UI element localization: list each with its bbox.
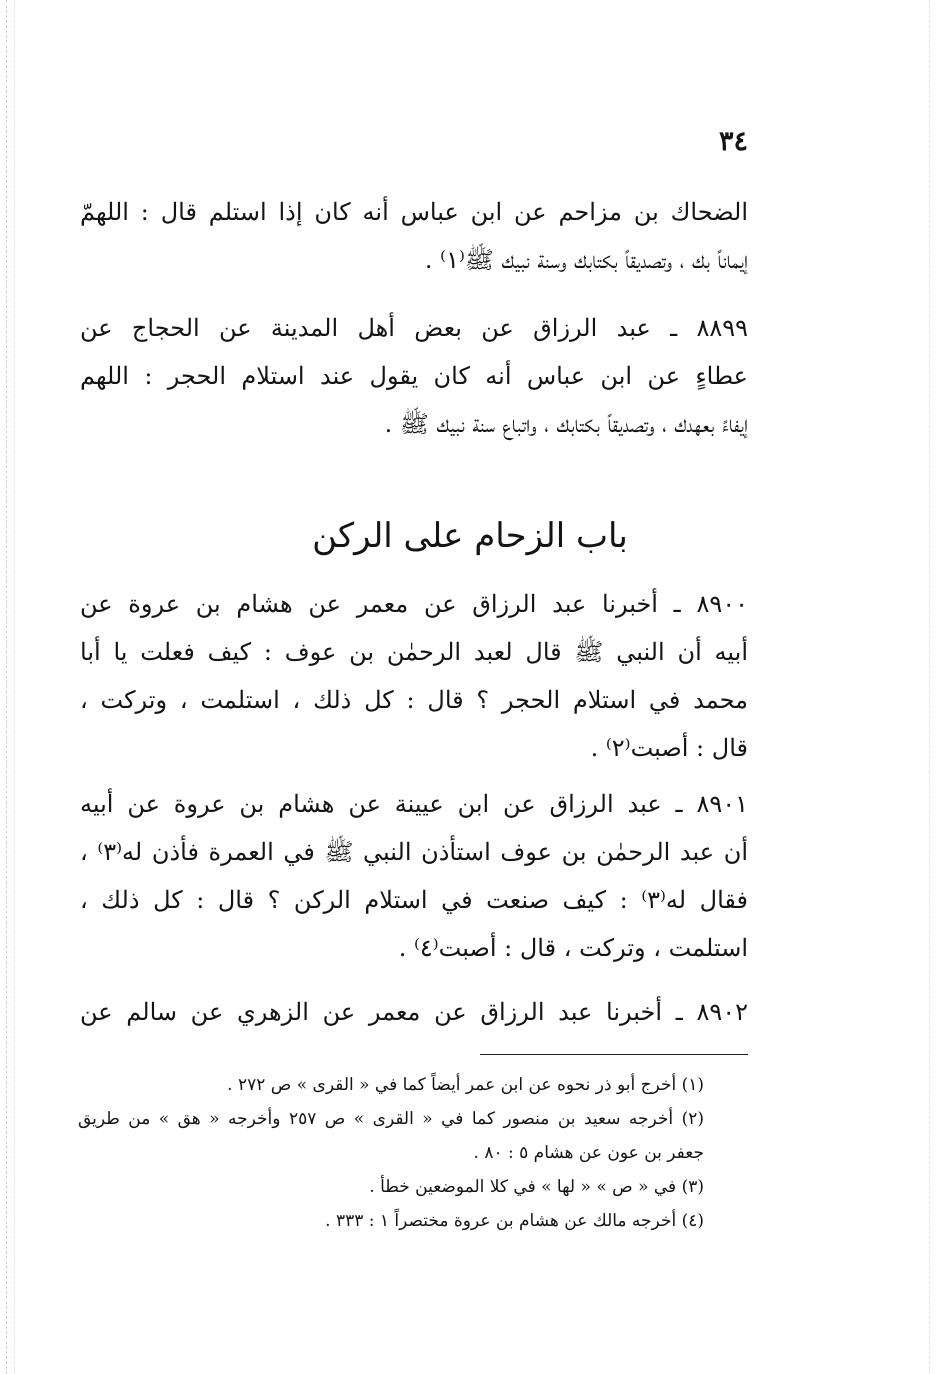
- text-line: ٨٩٠٢ ـ أخبرنا عبد الرزاق عن معمر عن الزهري عن سالم عن: [80, 998, 748, 1026]
- footnote-3: (٣) في « ص » « لها » في كلا الموضعين خطأ .: [369, 1177, 704, 1197]
- scan-edge-line: [14, 0, 15, 1374]
- text-line: ٨٨٩٩ ـ عبد الرزاق عن بعض أهل المدينة عن الحجاج عن: [80, 314, 748, 342]
- text-line: قال : أصبت⁽٢⁾ .: [590, 734, 748, 762]
- footnote-1: (١) أخرج أبو ذر نحوه عن ابن عمر أيضاً كما في « القرى » ص ٢٧٢ .: [227, 1075, 704, 1095]
- text-line: أن عبد الرحمٰن بن عوف استأذن النبي ﷺ في العمرة فأذن له⁽٣⁾ ،: [80, 838, 748, 866]
- text-line: إيفاءً بعهدك ، وتصديقاً بكتابك ، واتباع سنة نبيك ﷺ .: [384, 410, 748, 438]
- text-line: إيماناً بك ، وتصديقاً بكتابك وسنة نبيك ﷺ⁽١⁾ .: [424, 246, 748, 274]
- footnote-2-continued: جعفر بن عون عن هشام ٥ : ٨٠ .: [473, 1143, 704, 1163]
- page-number: ٣٤: [718, 126, 748, 157]
- hadith-8901: [80, 780, 748, 972]
- paragraph-continued: [80, 188, 748, 284]
- text-line: الضحاك بن مزاحم عن ابن عباس أنه كان إذا استلم قال : اللهمّ: [80, 198, 748, 226]
- footnote-separator: [480, 1054, 748, 1055]
- text-line: ٨٩٠٠ ـ أخبرنا عبد الرزاق عن معمر عن هشام بن عروة عن: [80, 590, 748, 618]
- scan-edge-line: [929, 0, 930, 1374]
- text-line: أبيه أن النبي ﷺ قال لعبد الرحمٰن بن عوف : كيف فعلت يا أبا: [80, 638, 748, 666]
- footnote-4: (٤) أخرجه مالك عن هشام بن عروة مختصراً ١ : ٣٣٣ .: [325, 1211, 704, 1231]
- text-line: عطاءٍ عن ابن عباس أنه كان يقول عند استلام الحجر : اللهم: [80, 362, 748, 390]
- footnotes: [78, 1068, 704, 1238]
- text-line: فقال له⁽٣⁾ : كيف صنعت في استلام الركن ؟ قال : كل ذلك ،: [80, 886, 748, 914]
- text-line: استلمت ، وتركت ، قال : أصبت⁽٤⁾ .: [398, 934, 748, 962]
- text-line: ٨٩٠١ ـ عبد الرزاق عن ابن عيينة عن هشام بن عروة عن أبيه: [80, 790, 748, 818]
- text-line: محمد في استلام الحجر ؟ قال : كل ذلك ، استلمت ، وتركت ،: [80, 686, 748, 714]
- scan-edge-line: [6, 0, 7, 1374]
- hadith-8902: [80, 988, 748, 1036]
- hadith-8899: [80, 304, 748, 448]
- footnote-2: (٢) أخرجه سعيد بن منصور كما في « القرى » ص ٢٥٧ وأخرجه « هق » من طريق: [78, 1109, 704, 1129]
- hadith-8900: [80, 580, 748, 772]
- section-title: باب الزحام على الركن: [312, 516, 628, 556]
